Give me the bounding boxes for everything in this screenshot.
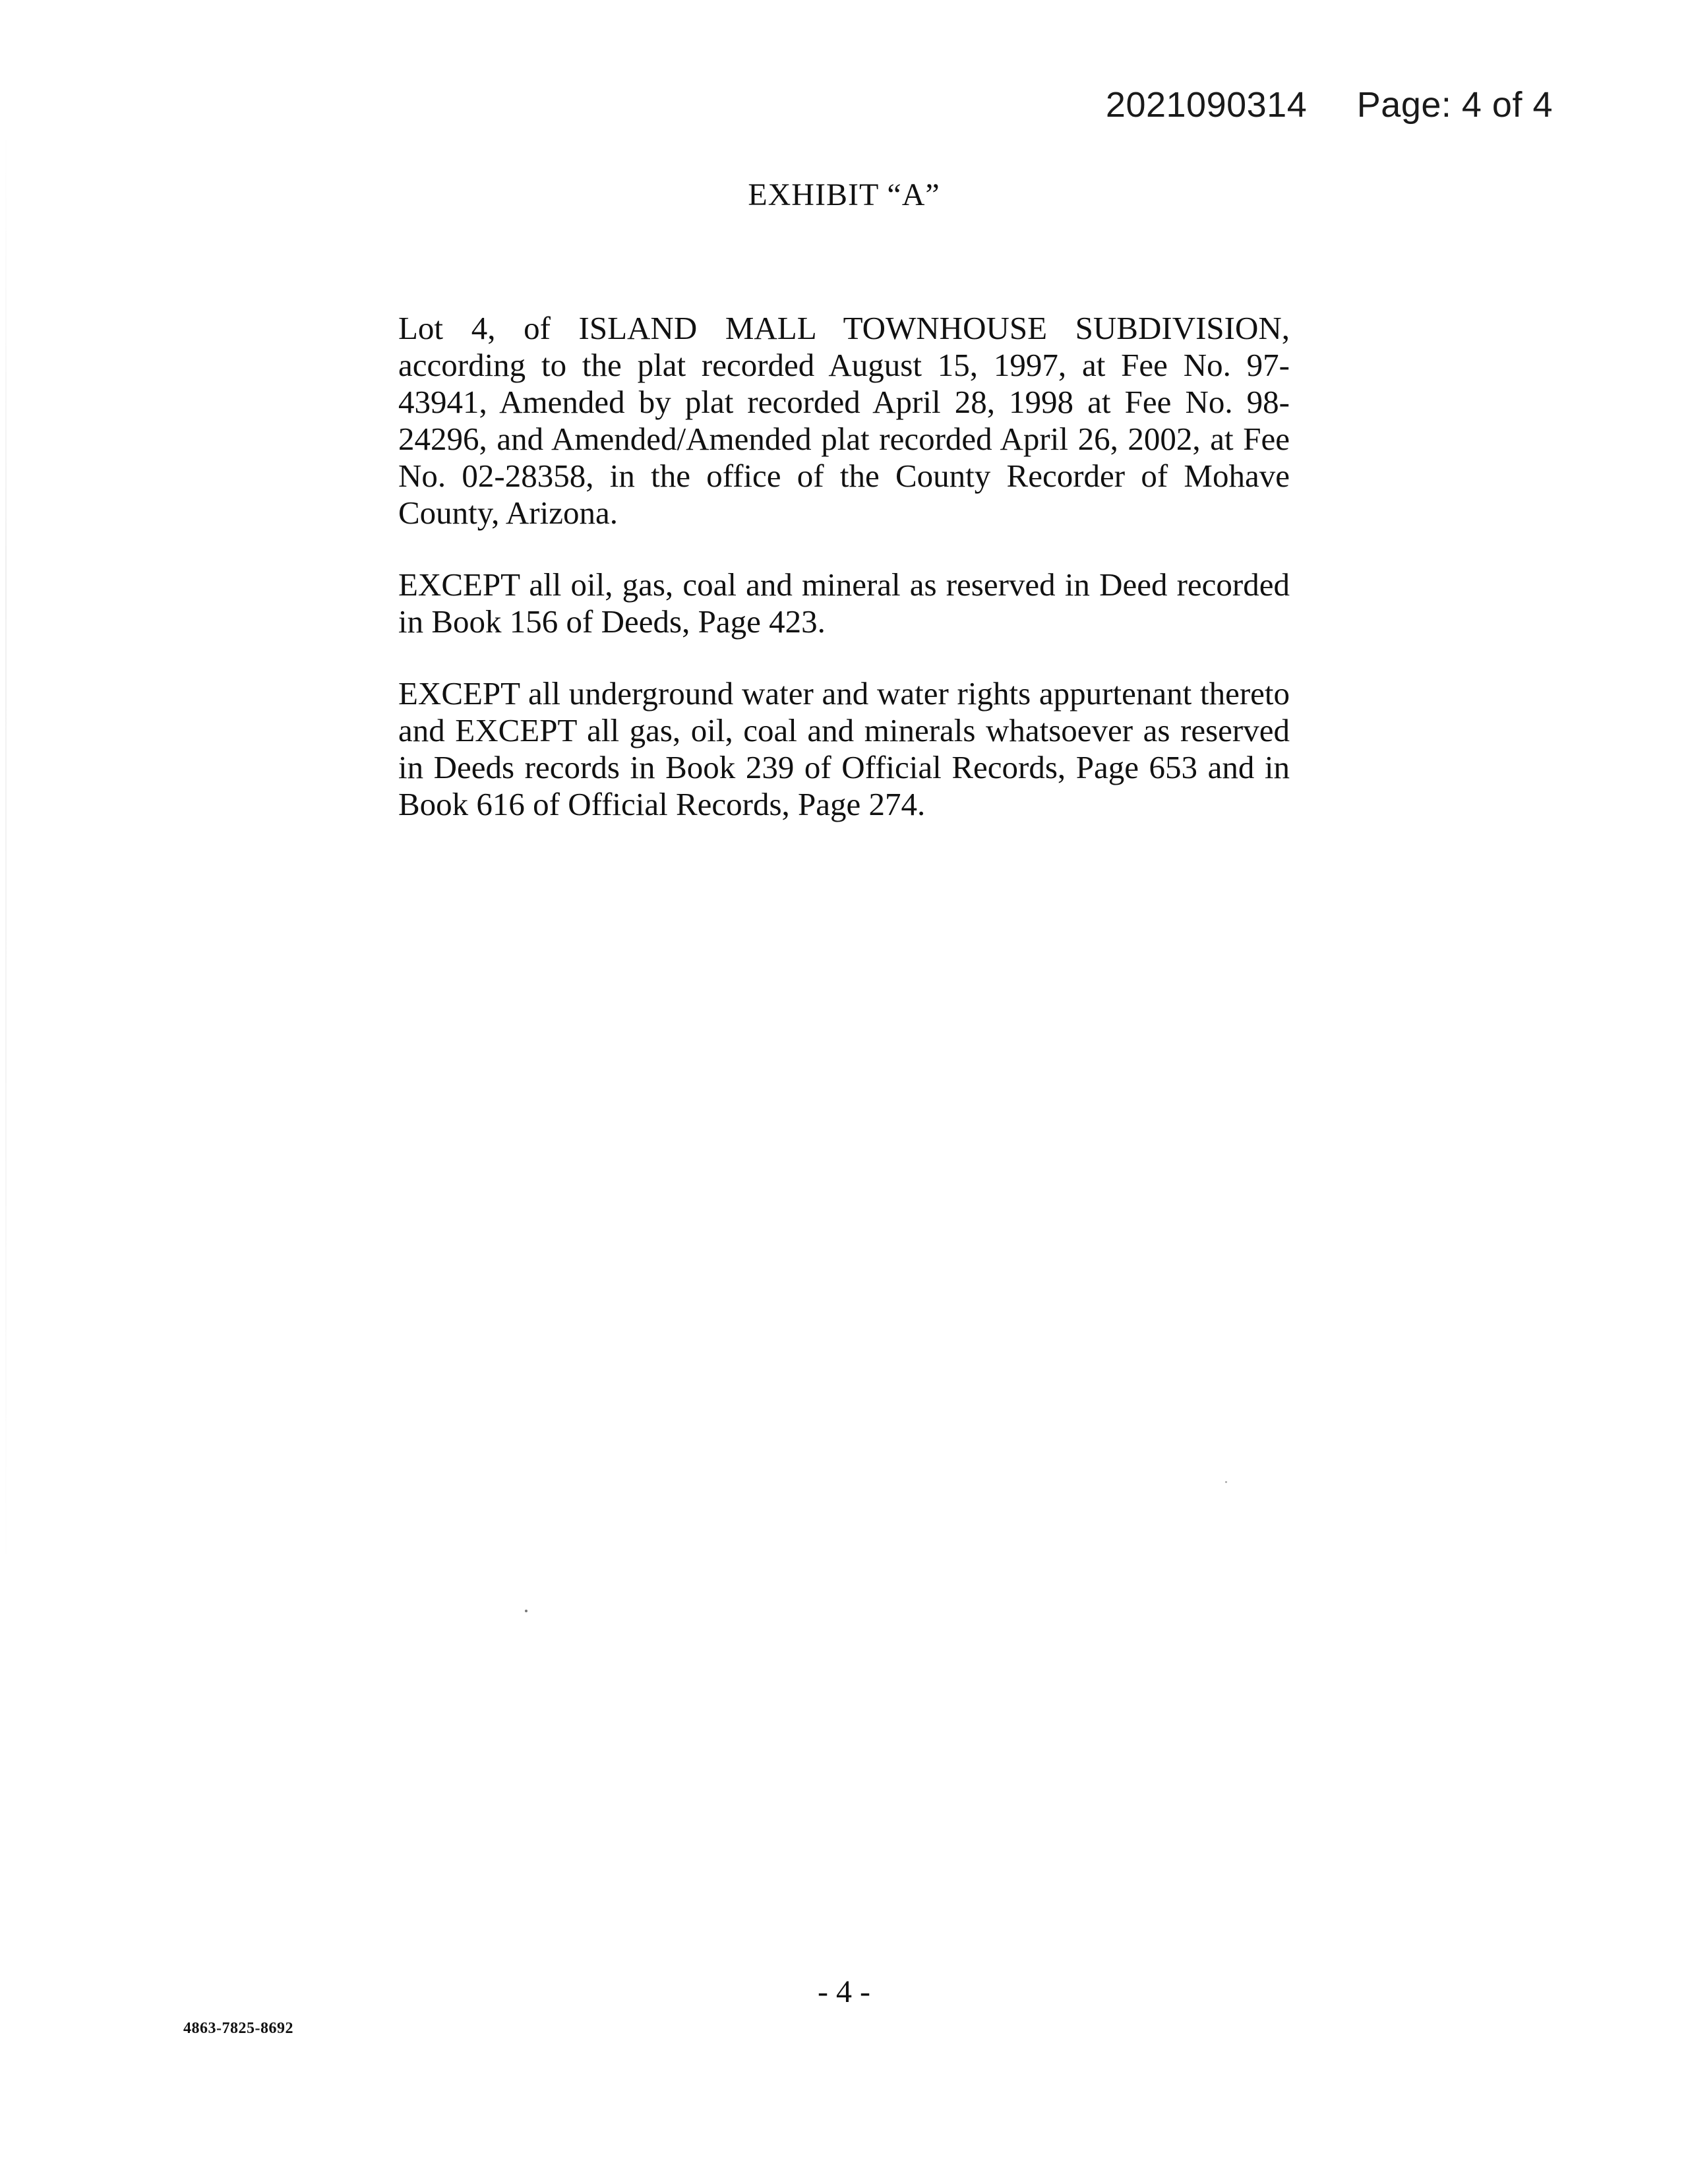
- legal-description: [398, 310, 1290, 858]
- scan-speck: [525, 1610, 528, 1612]
- recording-stamp: [1106, 84, 1553, 125]
- legal-description-paragraph: EXCEPT all oil, gas, coal and mineral as reserved in Deed recorded in Book 156 of Deeds, Page 423.: [398, 566, 1290, 640]
- document-id: 4863-7825-8692: [183, 2020, 293, 2037]
- page-indicator: Page: 4 of 4: [1356, 85, 1553, 125]
- legal-description-paragraph: EXCEPT all underground water and water rights appurtenant thereto and EXCEPT all gas, oil, coal and minerals whatsoever as reserved in Deeds records in Book 239 of Official Records, Page 653 and in Book 616 of Official Records, Page 274.: [398, 675, 1290, 822]
- legal-description-paragraph: Lot 4, of ISLAND MALL TOWNHOUSE SUBDIVISION, according to the plat recorded August 15, 1997, at Fee No. 97-43941, Amended by plat recorded April 28, 1998 at Fee No. 98-24296, and Amended/Amended plat recorded April 26, 2002, at Fee No. 02-28358, in the office of the County Recorder of Mohave County, Arizona.: [398, 310, 1290, 531]
- scan-edge-artifact: [5, 125, 7, 1576]
- exhibit-title: EXHIBIT “A”: [748, 177, 940, 212]
- recording-number: 2021090314: [1105, 85, 1308, 125]
- page-number: - 4 -: [818, 1974, 870, 2009]
- scan-speck: [1225, 1481, 1227, 1483]
